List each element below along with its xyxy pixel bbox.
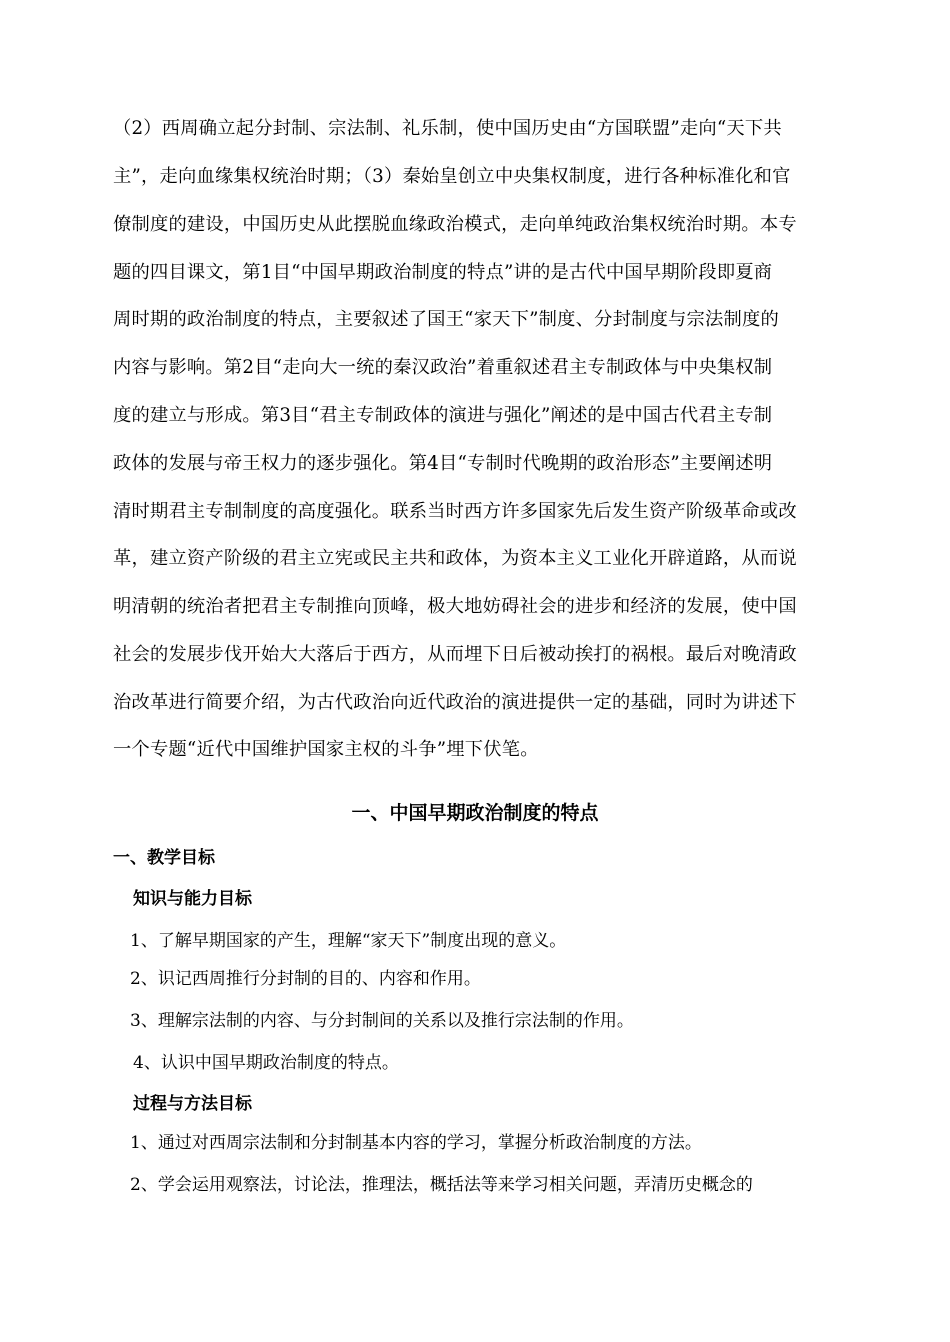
intro-line: 明清朝的统治者把君主专制推向顶峰，极大地妨碍社会的进步和经济的发展，使中国	[113, 596, 797, 617]
intro-line: 革，建立资产阶级的君主立宪或民主共和政体，为资本主义工业化开辟道路，从而说	[113, 548, 797, 569]
knowledge-item: 4、认识中国早期政治制度的特点。	[133, 1053, 399, 1073]
intro-line: 题的四目课文，第1目“中国早期政治制度的特点”讲的是古代中国早期阶段即夏商	[113, 262, 773, 283]
knowledge-goals-heading: 知识与能力目标	[133, 889, 252, 909]
intro-line: 政体的发展与帝王权力的逐步强化。第4目“专制时代晚期的政治形态”主要阐述明	[113, 453, 773, 474]
knowledge-item: 2、识记西周推行分封制的目的、内容和作用。	[130, 969, 481, 989]
intro-line: 内容与影响。第2目“走向大一统的秦汉政治”着重叙述君主专制政体与中央集权制	[113, 357, 773, 378]
intro-line: 治改革进行简要介绍，为古代政治向近代政治的演进提供一定的基础，同时为讲述下	[113, 692, 797, 713]
intro-line: 社会的发展步伐开始大大落后于西方，从而埋下日后被动挨打的祸根。最后对晚清政	[113, 644, 797, 665]
process-item: 2、学会运用观察法，讨论法，推理法，概括法等来学习相关问题，弄清历史概念的	[130, 1175, 753, 1195]
knowledge-item: 3、理解宗法制的内容、与分封制间的关系以及推行宗法制的作用。	[130, 1011, 634, 1031]
intro-line: 主”，走向血缘集权统治时期；（3）秦始皇创立中央集权制度，进行各种标准化和官	[113, 166, 791, 187]
intro-line: 僚制度的建设，中国历史从此摆脱血缘政治模式，走向单纯政治集权统治时期。本专	[113, 214, 797, 235]
intro-line: 度的建立与形成。第3目“君主专制政体的演进与强化”阐述的是中国古代君主专制	[113, 405, 773, 426]
intro-line: （2）西周确立起分封制、宗法制、礼乐制，使中国历史由“方国联盟”走向“天下共	[113, 118, 782, 139]
teaching-goals-heading: 一、教学目标	[113, 848, 215, 868]
section-title: 一、中国早期政治制度的特点	[351, 802, 599, 824]
process-goals-heading: 过程与方法目标	[133, 1094, 252, 1114]
intro-line: 一个专题“近代中国维护国家主权的斗争”埋下伏笔。	[113, 739, 539, 760]
knowledge-item: 1、了解早期国家的产生，理解“家天下”制度出现的意义。	[130, 931, 567, 951]
intro-line: 清时期君主专制制度的高度强化。联系当时西方许多国家先后发生资产阶级革命或改	[113, 501, 797, 522]
process-item: 1、通过对西周宗法制和分封制基本内容的学习，掌握分析政治制度的方法。	[130, 1133, 702, 1153]
intro-line: 周时期的政治制度的特点，主要叙述了国王“家天下”制度、分封制度与宗法制度的	[113, 309, 779, 330]
